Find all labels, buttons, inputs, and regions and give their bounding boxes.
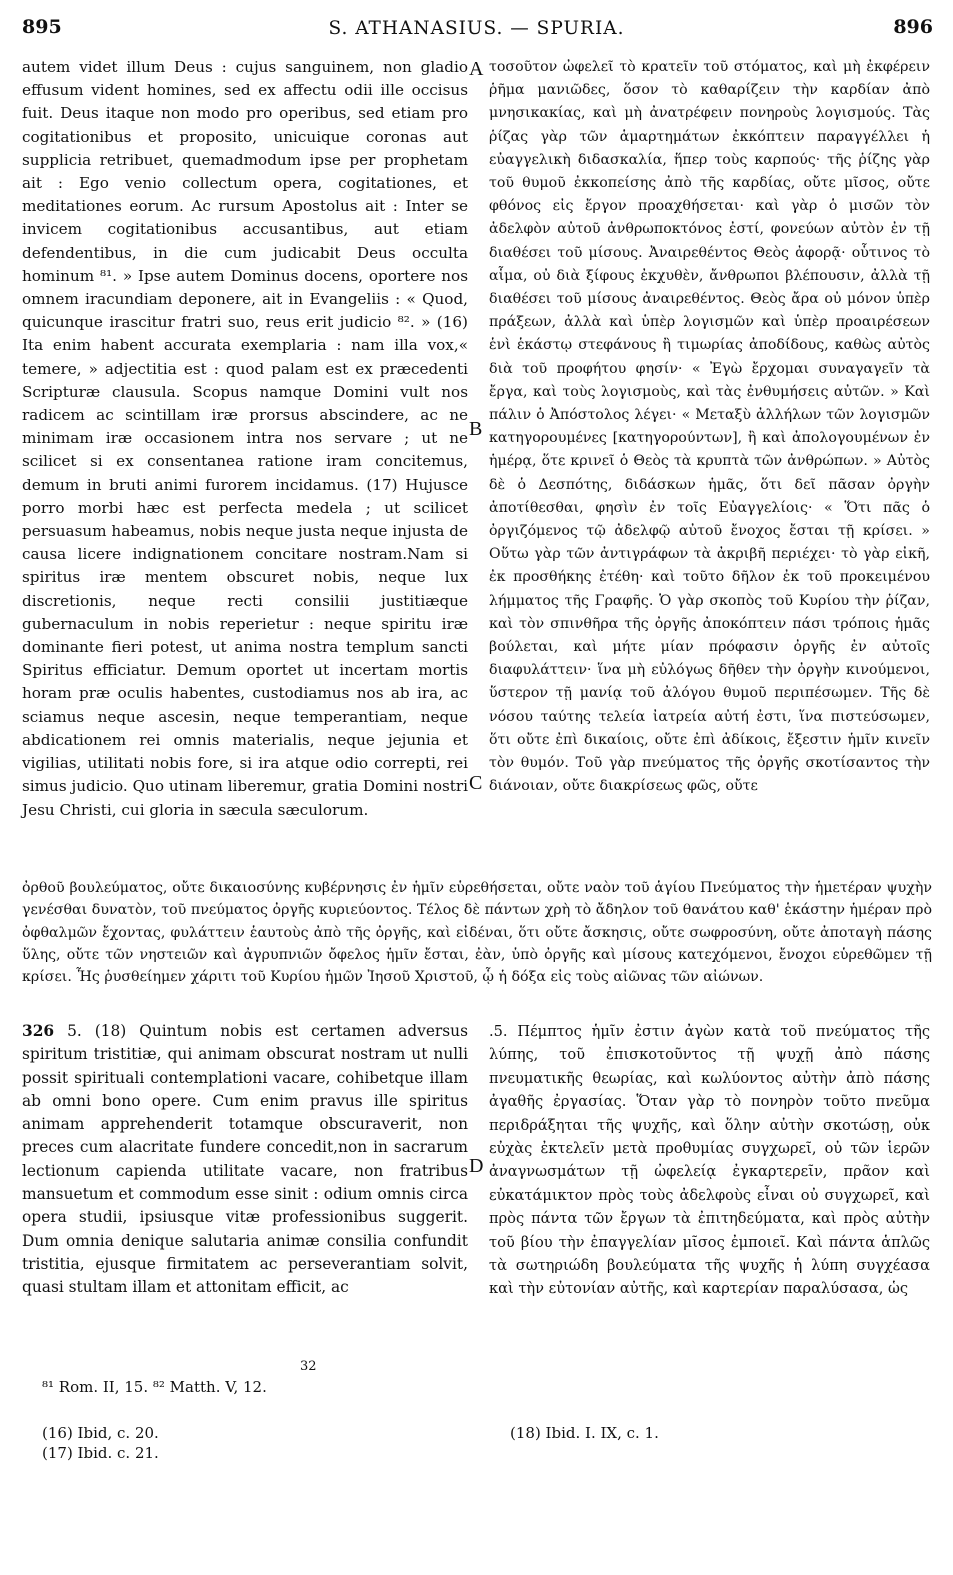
signature-mark: 32 xyxy=(300,1359,317,1374)
margin-letter-b: B xyxy=(469,418,483,440)
page-number-left: 895 xyxy=(22,16,62,38)
latin-column-bottom xyxy=(22,1020,468,1300)
margin-letter-d: D xyxy=(469,1155,484,1177)
latin-paragraph-bottom xyxy=(22,1020,468,1300)
running-title: S. ATHANASIUS. — SPURIA. xyxy=(328,18,625,39)
greek-paragraph-full: ὀρθοῦ βουλεύματος, οὔτε δικαιοσύνης κυβέρνησις ἐν ἡμῖν εὑρεθήσεται, οὔτε ναὸν τοῦ ἁγίου Πνεύματος τὴν ἡμετέραν ψυχὴν γενέσθαι δυνατὸν, τοῦ πνεύματος ὀργῆς κυριεύοντος. Τέλος δὲ πάντων χρὴ τὸ ἄδηλον τοῦ θανάτου καθ' ἑκάστην ἡμέραν πρὸ ὀφθαλμῶν ἔχοντας, φυλάττειν ἑαυτοὺς ἀπὸ τῆς ὀργῆς, καὶ εἰδέναι, ὅτι οὔτε ἄσκησις, οὔτε σωφροσύνη, οὔτε ἀποταγὴ πάσης ὕλης, οὔτε τῶν νηστειῶν καὶ ἀγρυπνιῶν ὄφελος ἡμῖν ἔσται, ἐὰν, ὑπὸ ὀργῆς καὶ μίσους κατεχόμενοι, ἔνοχοι εὑρεθῶμεν τῇ κρίσει. Ἧς ῥυσθείημεν χάριτι τοῦ Κυρίου ἡμῶν Ἰησοῦ Χριστοῦ, ᾧ ἡ δόξα εἰς τοὺς αἰῶνας τῶν αἰώνων. xyxy=(22,880,932,986)
latin-text-bottom: 5. (18) Quintum nobis est certamen adversus spiritum tristitiæ, qui animam obscurat nostram ut nulli possit spirituali contemplationi vacare, cohibetque illam ab omni bono opere. Cum enim pravus ille spiritus animam apprehenderit totamque obscuraverit, non preces cum alacritate fundere concedit,non in sacrarum lectionum capienda utilitate vacare, non fratribus mansuetum et commodum esse sinit : odium omnis circa opera studii, ipsiusque vitæ professionibus suggerit. Dum omnia denique salutaria animæ consilia confundit tristitia, ejusque firmitatem ac perseverantiam solvit, quasi stultam illam et attonitam efficit, ac xyxy=(22,1022,468,1297)
column-number: 326 xyxy=(22,1022,55,1040)
running-header xyxy=(0,14,953,44)
scripture-footnotes: ⁸¹ Rom. II, 15. ⁸² Matth. V, 12. xyxy=(42,1378,267,1396)
margin-letter-c: C xyxy=(469,772,483,794)
greek-column-top xyxy=(489,56,930,799)
page-number-right: 896 xyxy=(893,16,933,38)
latin-column-top xyxy=(22,56,468,822)
note-17: (17) Ibid. c. 21. xyxy=(42,1444,159,1462)
latin-paragraph-top: autem videt illum Deus : cujus sanguinem, non gladio effusum vident homines, sed ex affectu odii ille occisus fuit. Deus itaque non modo pro operibus, sed etiam pro cogitationibus et proposito, unicuique coronas aut supplicia retribuet, quemadmodum ipse per prophetam ait : Ego venio collectum opera, cogitationes, et meditationes eorum. Ac rursum Apostolus ait : Inter se invicem cogitationibus accusantibus, aut etiam defendentibus, in die cum judicabit Deus occulta hominum ⁸¹. » Ipse autem Dominus docens, oportere nos omnem iracundiam deponere, ait in Evangeliis : « Quod, quicunque irascitur fratri suo, reus erit judicio ⁸². » (16) Ita enim habent accurata exemplaria : nam illa vox,« temere, » adjectitia est : quod palam est ex præcedenti Scripturæ clausula. Scopus namque Domini vult nos radicem ac scintillam iræ prorsus abscindere, ac ne minimam iræ occasionem intra nos servare ; ut ne scilicet si ex consentanea ratione iram concitemus, demum in bruti animi furorem incidamus. (17) Hujusce porro morbi hæc est perfecta medela ; ut scilicet persuasum habeamus, nobis neque justa neque injusta de causa licere indignationem concitare nostram.Nam si spiritus iræ mentem obscuret nobis, neque lux discretionis, neque recti consilii justitiæque gubernaculum in nobis reperietur : neque spiritu iræ dominante fieri potest, ut anima nostra templum sancti Spiritus efficiatur. Demum oportet ut incertam mortis horam præ oculis habentes, custodiamus nos ab ira, ac sciamus neque ascesin, neque temperantiam, neque abdicationem rei omnis materialis, neque jejunia et vigilias, utilitati nobis fore, si ira atque odio correpti, rei simus judicio. Quo utinam liberemur, gratia Domini nostri Jesu Christi, cui gloria in sæcula sæculorum. xyxy=(22,58,468,819)
margin-letter-a: A xyxy=(469,58,484,80)
greek-paragraph-top: τοσοῦτον ὠφελεῖ τὸ κρατεῖν τοῦ στόματος, καὶ μὴ ἐκφέρειν ῥῆμα μανιῶδες, ὅσον τὸ καθαρίζειν τὴν καρδίαν ἀπὸ μνησικακίας, καὶ μὴ ἀνατρέφειν πονηροὺς λογισμούς. Τὰς ῥίζας γὰρ τῶν ἁμαρτημάτων ἐκκόπτειν παραγγέλλει ἡ εὐαγγελικὴ διδασκαλία, ἥπερ τοὺς καρπούς· τῆς ῥίζης γὰρ τοῦ θυμοῦ ἐκκοπείσης ἀπὸ τῆς καρδίας, οὔτε μῖσος, οὔτε φθόνος εἰς ἔργον προαχθήσεται· καὶ γὰρ ὁ μισῶν τὸν ἀδελφὸν αὐτοῦ ἀνθρωποκτόνος ἐστί, φονεύων αὐτὸν ἐν τῇ διαθέσει τοῦ μίσους. Ἀναιρεθέντος Θεὸς ἀφορᾷ· οὗτινος τὸ αἷμα, οὐ διὰ ξίφους ἐκχυθὲν, ἄνθρωποι βλέπουσιν, ἀλλὰ τῇ διαθέσει τοῦ μίσους ἀναιρεθέντος. Θεὸς ἄρα οὐ μόνον ὑπὲρ πράξεων, ἀλλὰ καὶ ὑπὲρ λογισμῶν καὶ ὑπὲρ προαιρέσεων ἑνὶ ἑκάστῳ στεφάνους ἢ τιμωρίας ἀποδίδους, καθὼς αὐτὸς διὰ τοῦ προφήτου φησίν· « Ἐγὼ ἔρχομαι συναγαγεῖν τὰ ἔργα, καὶ τοὺς λογισμοὺς, καὶ τὰς ἐνθυμήσεις αὐτῶν. » Καὶ πάλιν ὁ Ἀπόστολος λέγει· « Μεταξὺ ἀλλήλων τῶν λογισμῶν κατηγορουμένες [κατηγορούντων], ἢ καὶ ἀπολογουμένων ἐν ἡμέρᾳ, ὅτε κρινεῖ ὁ Θεὸς τὰ κρυπτὰ τῶν ἀνθρώπων. » Αὐτὸς δὲ ὁ Δεσπότης, διδάσκων ἡμᾶς, ὅτι δεῖ πᾶσαν ὀργὴν ἀποτίθεσθαι, φησὶν ἐν τοῖς Εὐαγγελίοις· « Ὅτι πᾶς ὁ ὀργιζόμενος τῷ ἀδελφῷ αὐτοῦ ἔνοχος ἔσται τῇ κρίσει. » Οὕτω γὰρ τῶν ἀντιγράφων τὰ ἀκριβῆ περιέχει· τὸ γὰρ εἰκῆ, ἐκ προσθήκης ἐτέθη· καὶ τοῦτο δῆλον ἐκ τοῦ προκειμένου λήμματος τῆς Γραφῆς. Ὁ γὰρ σκοπὸς τοῦ Κυρίου τὴν ῥίζαν, καὶ τὸν σπινθῆρα τῆς ὀργῆς ἀποκόπτειν πάσι τρόποις ἡμᾶς βούλεται, καὶ μήτε μίαν πρόφασιν ὀργῆς ἐν αὐτοῖς διαφυλάττειν· ἵνα μὴ εὐλόγως δῆθεν τὴν ὀργὴν κινούμενοι, ὕστερον τῇ μανίᾳ τοῦ ἀλόγου θυμοῦ περιπέσωμεν. Τῆς δὲ νόσου ταύτης τελεία ἰατρεία αὐτή ἐστι, ἵνα πιστεύσωμεν, ὅτι οὔτε ἐπὶ δικαίοις, οὔτε ἐπὶ ἀδίκοις, ἔξεστιν ἡμῖν κινεῖν τὸν θυμόν. Τοῦ γὰρ πνεύματος τῆς ὀργῆς σκοτίσαντος τὴν διάνοιαν, οὔτε διακρίσεως φῶς, οὔτε xyxy=(489,59,930,795)
greek-paragraph-bottom: .5. Πέμπτος ἡμῖν ἐστιν ἀγὼν κατὰ τοῦ πνεύματος τῆς λύπης, τοῦ ἐπισκοτοῦντος τῇ ψυχῇ ἀπὸ πάσης πνευματικῆς θεωρίας, καὶ κωλύοντος αὐτὴν ἀπὸ πάσης ἀγαθῆς ἐργασίας. Ὅταν γὰρ τὸ πονηρὸν τοῦτο πνεῦμα περιδράξηται τῆς ψυχῆς, καὶ ὅλην αὐτὴν σκοτώσῃ, οὐκ εὐχὰς ἐκτελεῖν μετὰ προθυμίας συγχωρεῖ, οὐ τῶν ἱερῶν ἀναγνωσμάτων τῇ ὠφελείᾳ ἐγκαρτερεῖν, πρᾶον καὶ εὐκατάμικτον πρὸς τοὺς ἀδελφοὺς εἶναι οὐ συγχωρεῖ, καὶ πρὸς πάντα τῶν ἔργων τὰ ἐπιτηδεύματα, καὶ πρὸς αὐτὴν τοῦ βίου τὴν ἐπαγγελίαν μῖσος ἐμποιεῖ. Καὶ πάντα ἁπλῶς τὰ σωτηριώδη βουλεύματα τῆς ψυχῆς ἡ λύπη συγχέασα καὶ τὴν εὐτονίαν αὐτῆς, καὶ καρτερίαν παραλύσασα, ὡς xyxy=(489,1023,930,1298)
note-18: (18) Ibid. I. IX, c. 1. xyxy=(510,1424,659,1442)
note-16: (16) Ibid, c. 20. xyxy=(42,1424,159,1442)
greek-column-bottom xyxy=(489,1020,930,1301)
greek-full-width xyxy=(22,877,932,988)
